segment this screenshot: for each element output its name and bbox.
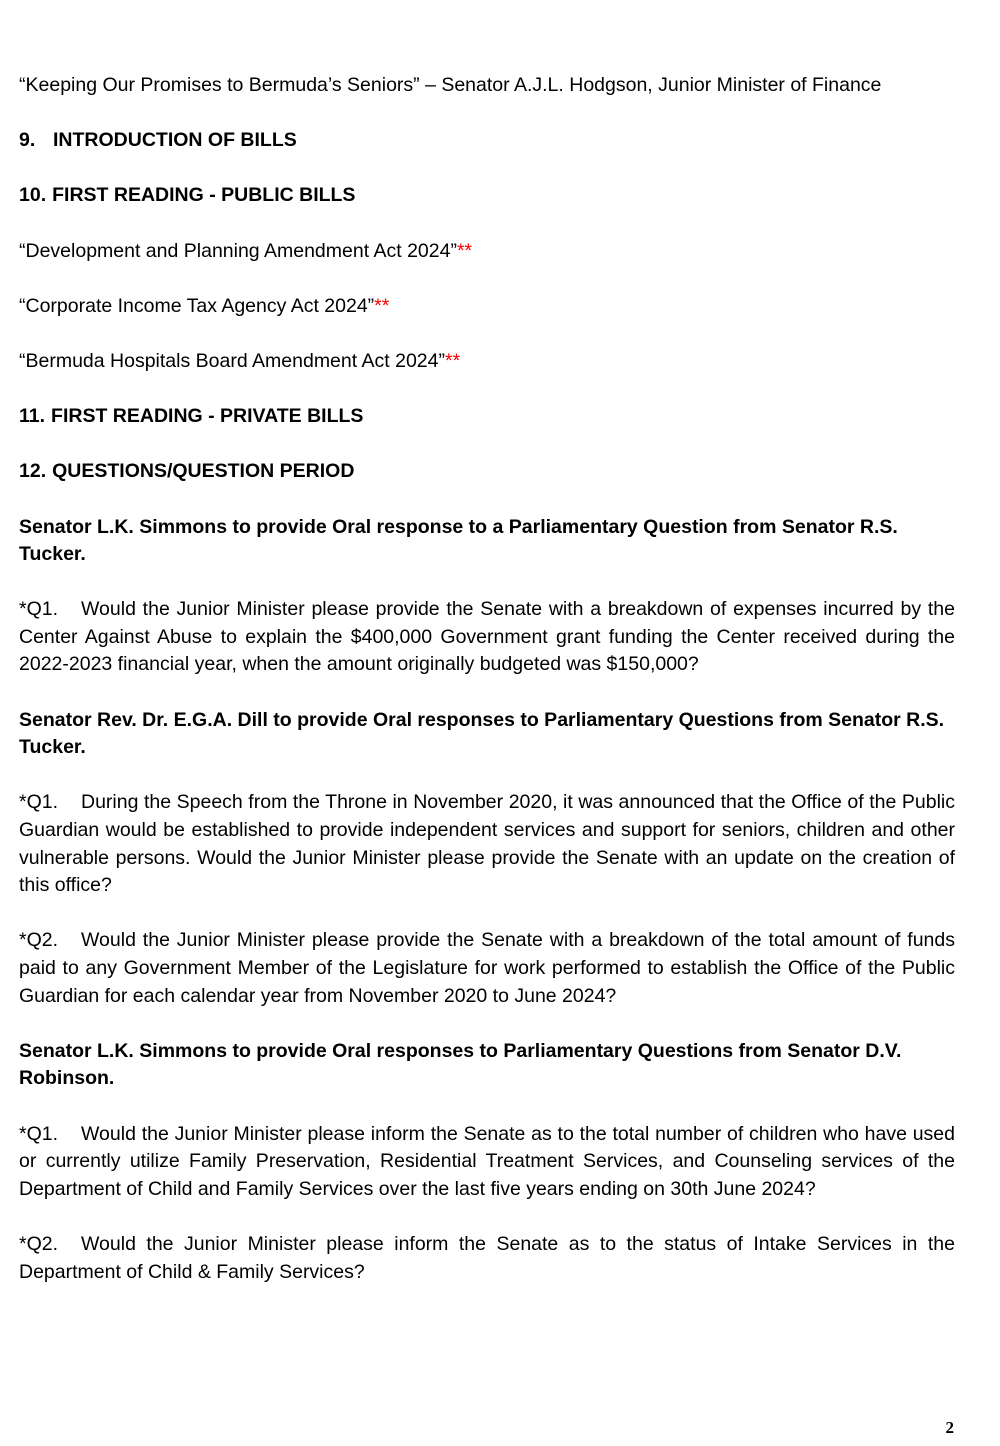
- question-item: [19, 1231, 955, 1286]
- question-text: Would the Junior Minister please inform the Senate as to the status of Intake Services in the Department of Child & Family Services?: [19, 1232, 955, 1283]
- question-item: [19, 596, 955, 679]
- question-text: Would the Junior Minister please provide the Senate with a breakdown of the total amount of funds paid to any Government Member of the Legislature for work performed to establish the Office of the Public Guardian for each calendar year from November 2020 to June 2024?: [19, 929, 955, 1007]
- question-item: [19, 789, 955, 899]
- question-text: Would the Junior Minister please inform the Senate as to the total number of children who have used or currently utilize Family Preservation, Residential Treatment Services, and Counseling services of the Department of Child and Family Services over the last five years ending on 30th June 2024?: [19, 1122, 955, 1200]
- question-label: *Q2.: [19, 929, 59, 952]
- section-number: 12.: [19, 460, 47, 483]
- question-item: [19, 927, 955, 1010]
- bill-item: [19, 293, 955, 321]
- question-group-heading: Senator Rev. Dr. E.G.A. Dill to provide Oral responses to Parliamentary Questions from Senator R.S. Tucker.: [19, 708, 945, 759]
- section-questions: [19, 458, 955, 486]
- question-text: During the Speech from the Throne in November 2020, it was announced that the Office of the Public Guardian would be established to provide independent services and support for seniors, children and other vulnerable persons. Would the Junior Minister please provide the Senate with an update on the creation of this office?: [19, 791, 955, 897]
- bill-title: “Corporate Income Tax Agency Act 2024”: [19, 294, 375, 317]
- section-title: INTRODUCTION OF BILLS: [53, 129, 297, 152]
- bill-item: [19, 348, 955, 376]
- bill-marker: **: [374, 294, 390, 317]
- section-first-reading-private-bills: [19, 403, 955, 431]
- bill-title: “Bermuda Hospitals Board Amendment Act 2024”: [19, 349, 445, 372]
- bill-marker: **: [444, 349, 461, 372]
- section-number: 10.: [19, 184, 47, 207]
- page-number: 2: [945, 1418, 954, 1437]
- ministerial-statement: “Keeping Our Promises to Bermuda’s Seniors” – Senator A.J.L. Hodgson, Junior Minister of Finance: [19, 74, 882, 96]
- question-label: *Q1.: [19, 598, 59, 621]
- question-group-heading: Senator L.K. Simmons to provide Oral responses to Parliamentary Questions from Senator D.V. Robinson.: [19, 1039, 902, 1090]
- bill-marker: **: [456, 239, 473, 262]
- section-first-reading-public-bills: [19, 182, 955, 210]
- section-introduction-of-bills: [19, 127, 955, 155]
- question-label: *Q2.: [19, 1232, 59, 1255]
- section-number: 9.: [19, 129, 36, 152]
- question-label: *Q1.: [19, 1122, 59, 1145]
- section-title: FIRST READING - PRIVATE BILLS: [51, 405, 364, 428]
- section-number: 11.: [19, 405, 46, 428]
- section-title: QUESTIONS/QUESTION PERIOD: [52, 460, 355, 483]
- section-title: FIRST READING - PUBLIC BILLS: [52, 184, 356, 207]
- bill-item: [19, 238, 955, 266]
- question-group-heading: Senator L.K. Simmons to provide Oral response to a Parliamentary Question from Senator R.S. Tucker.: [19, 515, 898, 566]
- question-item: [19, 1121, 955, 1204]
- question-label: *Q1.: [19, 791, 59, 814]
- bill-title: “Development and Planning Amendment Act 2024”: [19, 239, 457, 262]
- question-text: Would the Junior Minister please provide the Senate with a breakdown of expenses incurred by the Center Against Abuse to explain the $400,000 Government grant funding the Center received during the 2022-2023 financial year, when the amount originally budgeted was $150,000?: [19, 598, 955, 676]
- document-page: [19, 72, 955, 1314]
